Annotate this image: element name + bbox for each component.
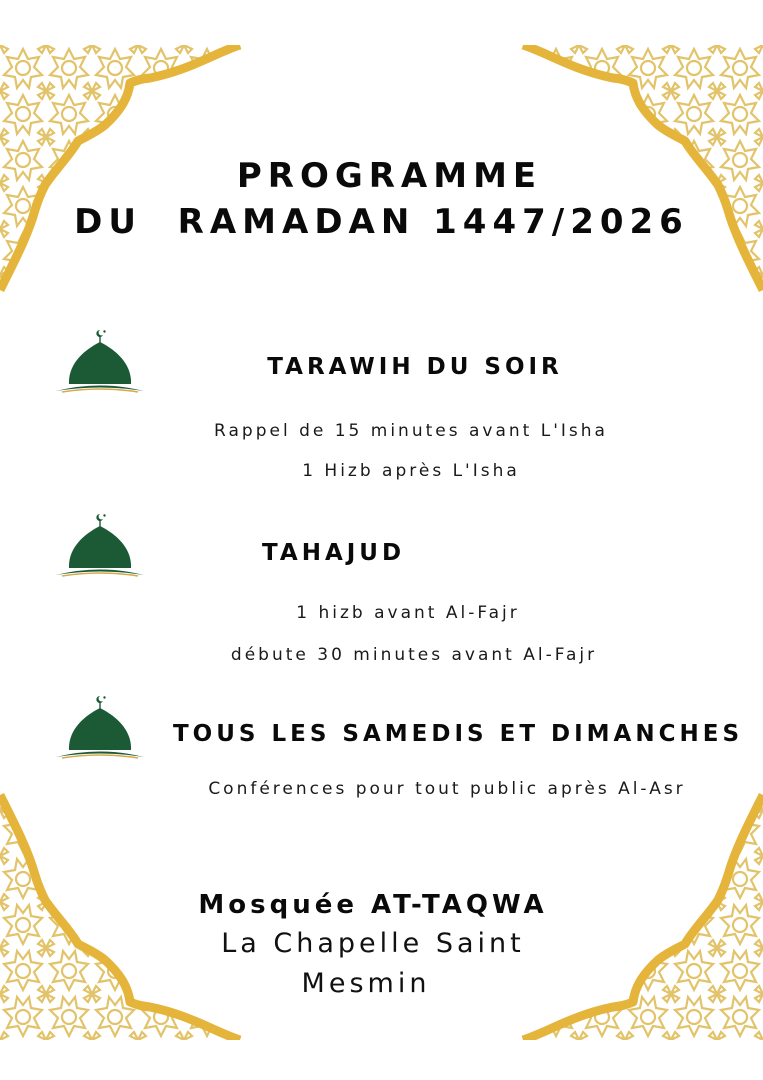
location-line2: Mesmin (301, 968, 431, 999)
mosque-dome-icon (52, 506, 148, 578)
poster-title-line2: DU RAMADAN 1447/2026 (74, 202, 689, 242)
mosque-name: Mosquée AT-TAQWA (198, 890, 548, 920)
section-line: débute 30 minutes avant Al-Fajr (230, 645, 598, 665)
location-line1: La Chapelle Saint (221, 928, 525, 959)
section-heading-tahajud: TAHAJUD (262, 540, 406, 566)
section-line: 1 hizb avant Al-Fajr (296, 603, 520, 623)
section-heading-weekend: TOUS LES SAMEDIS ET DIMANCHES (172, 721, 744, 747)
section-line: Conférences pour tout public après Al-Asr (208, 779, 686, 799)
section-heading-tarawih: TARAWIH DU SOIR (267, 354, 563, 380)
mosque-dome-icon (52, 322, 148, 394)
section-line: Rappel de 15 minutes avant L'Isha (214, 421, 608, 441)
poster-title-line1: PROGRAMME (236, 156, 543, 196)
mosque-dome-icon (52, 688, 148, 760)
section-line: 1 Hizb après L'Isha (302, 461, 520, 481)
